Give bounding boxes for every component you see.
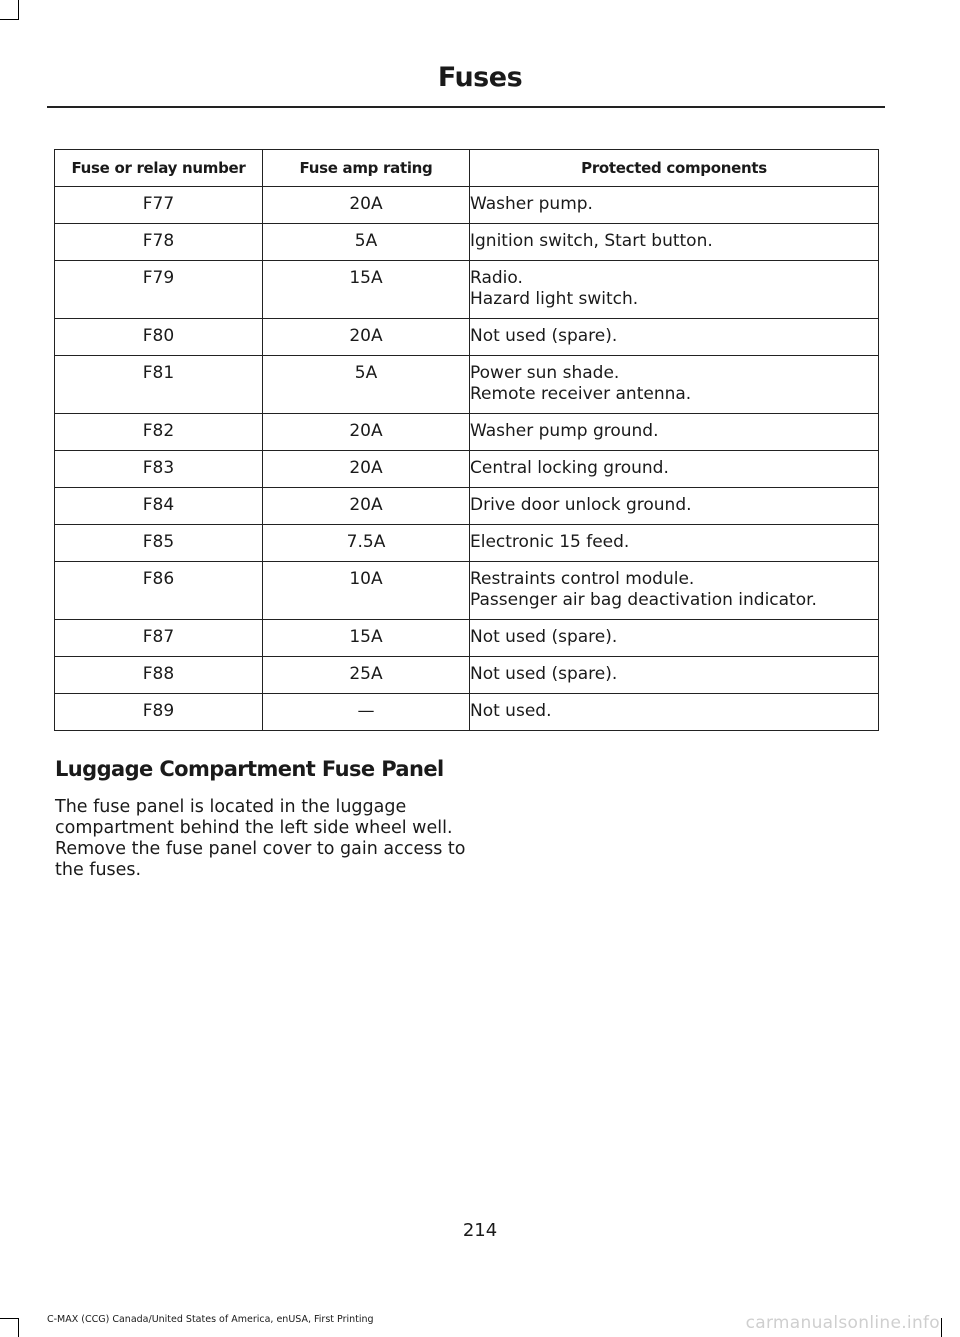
component-line: Not used (spare). — [470, 664, 618, 684]
component-line: Power sun shade. — [470, 363, 620, 383]
component-line: Not used (spare). — [470, 627, 618, 647]
component-line: Washer pump. — [470, 194, 593, 214]
title-divider — [47, 106, 885, 108]
crop-mark — [0, 19, 18, 20]
crop-mark — [18, 0, 19, 20]
table-row — [55, 414, 879, 451]
table-row — [55, 657, 879, 694]
component-line: Electronic 15 feed. — [470, 532, 630, 552]
table-header-row — [55, 150, 879, 187]
protected-components-cell — [470, 694, 879, 731]
protected-components-cell — [470, 620, 879, 657]
crop-mark — [0, 1318, 18, 1319]
table-row — [55, 488, 879, 525]
table-row — [55, 451, 879, 488]
table-row — [55, 525, 879, 562]
amp-rating-cell: 10A — [263, 562, 470, 620]
column-header-components: Protected components — [470, 150, 879, 187]
protected-components-cell — [470, 224, 879, 261]
component-line: Remote receiver antenna. — [470, 384, 692, 404]
amp-rating-cell: 5A — [263, 356, 470, 414]
amp-rating-cell: — — [263, 694, 470, 731]
column-header-fuse: Fuse or relay number — [55, 150, 263, 187]
crop-mark — [941, 1318, 942, 1337]
amp-rating-cell: 7.5A — [263, 525, 470, 562]
component-line: Radio. — [470, 268, 523, 288]
amp-rating-cell: 20A — [263, 319, 470, 356]
table-row — [55, 694, 879, 731]
fuse-number-cell: F78 — [55, 224, 263, 261]
component-line: Passenger air bag deactivation indicator. — [470, 590, 817, 610]
component-line: Central locking ground. — [470, 458, 669, 478]
amp-rating-cell: 25A — [263, 657, 470, 694]
table-row — [55, 187, 879, 224]
protected-components-cell — [470, 488, 879, 525]
page-number: 214 — [462, 1220, 498, 1241]
table-row — [55, 224, 879, 261]
amp-rating-cell: 5A — [263, 224, 470, 261]
table-row — [55, 620, 879, 657]
fuse-number-cell: F88 — [55, 657, 263, 694]
component-line: Ignition switch, Start button. — [470, 231, 713, 251]
amp-rating-cell: 15A — [263, 261, 470, 319]
component-line: Drive door unlock ground. — [470, 495, 692, 515]
table-row — [55, 562, 879, 620]
component-line: Not used. — [470, 701, 552, 721]
protected-components-cell — [470, 356, 879, 414]
protected-components-cell — [470, 414, 879, 451]
amp-rating-cell: 15A — [263, 620, 470, 657]
protected-components-cell — [470, 657, 879, 694]
watermark: carmanualsonline.info — [745, 1313, 940, 1333]
component-line: Restraints control module. — [470, 569, 695, 589]
fuse-number-cell: F81 — [55, 356, 263, 414]
edition-footer: C-MAX (CCG) Canada/United States of America, enUSA, First Printing — [47, 1314, 374, 1325]
section-body: The fuse panel is located in the luggage compartment behind the left side wheel well. Remove the fuse panel cover to gain access to the fuses. — [55, 797, 466, 880]
protected-components-cell — [470, 451, 879, 488]
crop-mark — [18, 1318, 19, 1337]
fuse-number-cell: F83 — [55, 451, 263, 488]
protected-components-cell — [470, 562, 879, 620]
fuse-number-cell: F80 — [55, 319, 263, 356]
fuse-number-cell: F82 — [55, 414, 263, 451]
protected-components-cell — [470, 319, 879, 356]
protected-components-cell — [470, 187, 879, 224]
page-title: Fuses — [437, 62, 523, 93]
component-line: Not used (spare). — [470, 326, 618, 346]
fuse-number-cell: F85 — [55, 525, 263, 562]
protected-components-cell — [470, 525, 879, 562]
amp-rating-cell: 20A — [263, 451, 470, 488]
table-row — [55, 356, 879, 414]
fuse-number-cell: F89 — [55, 694, 263, 731]
table-row — [55, 261, 879, 319]
component-line: Washer pump ground. — [470, 421, 659, 441]
section-heading: Luggage Compartment Fuse Panel — [55, 757, 444, 781]
fuse-number-cell: F84 — [55, 488, 263, 525]
column-header-amp: Fuse amp rating — [263, 150, 470, 187]
fuse-number-cell: F86 — [55, 562, 263, 620]
component-line: Hazard light switch. — [470, 289, 639, 309]
fuse-number-cell: F79 — [55, 261, 263, 319]
amp-rating-cell: 20A — [263, 414, 470, 451]
fuse-number-cell: F77 — [55, 187, 263, 224]
fuse-number-cell: F87 — [55, 620, 263, 657]
fuse-table — [54, 149, 879, 731]
protected-components-cell — [470, 261, 879, 319]
table-body — [55, 187, 879, 731]
table-row — [55, 319, 879, 356]
amp-rating-cell: 20A — [263, 187, 470, 224]
amp-rating-cell: 20A — [263, 488, 470, 525]
